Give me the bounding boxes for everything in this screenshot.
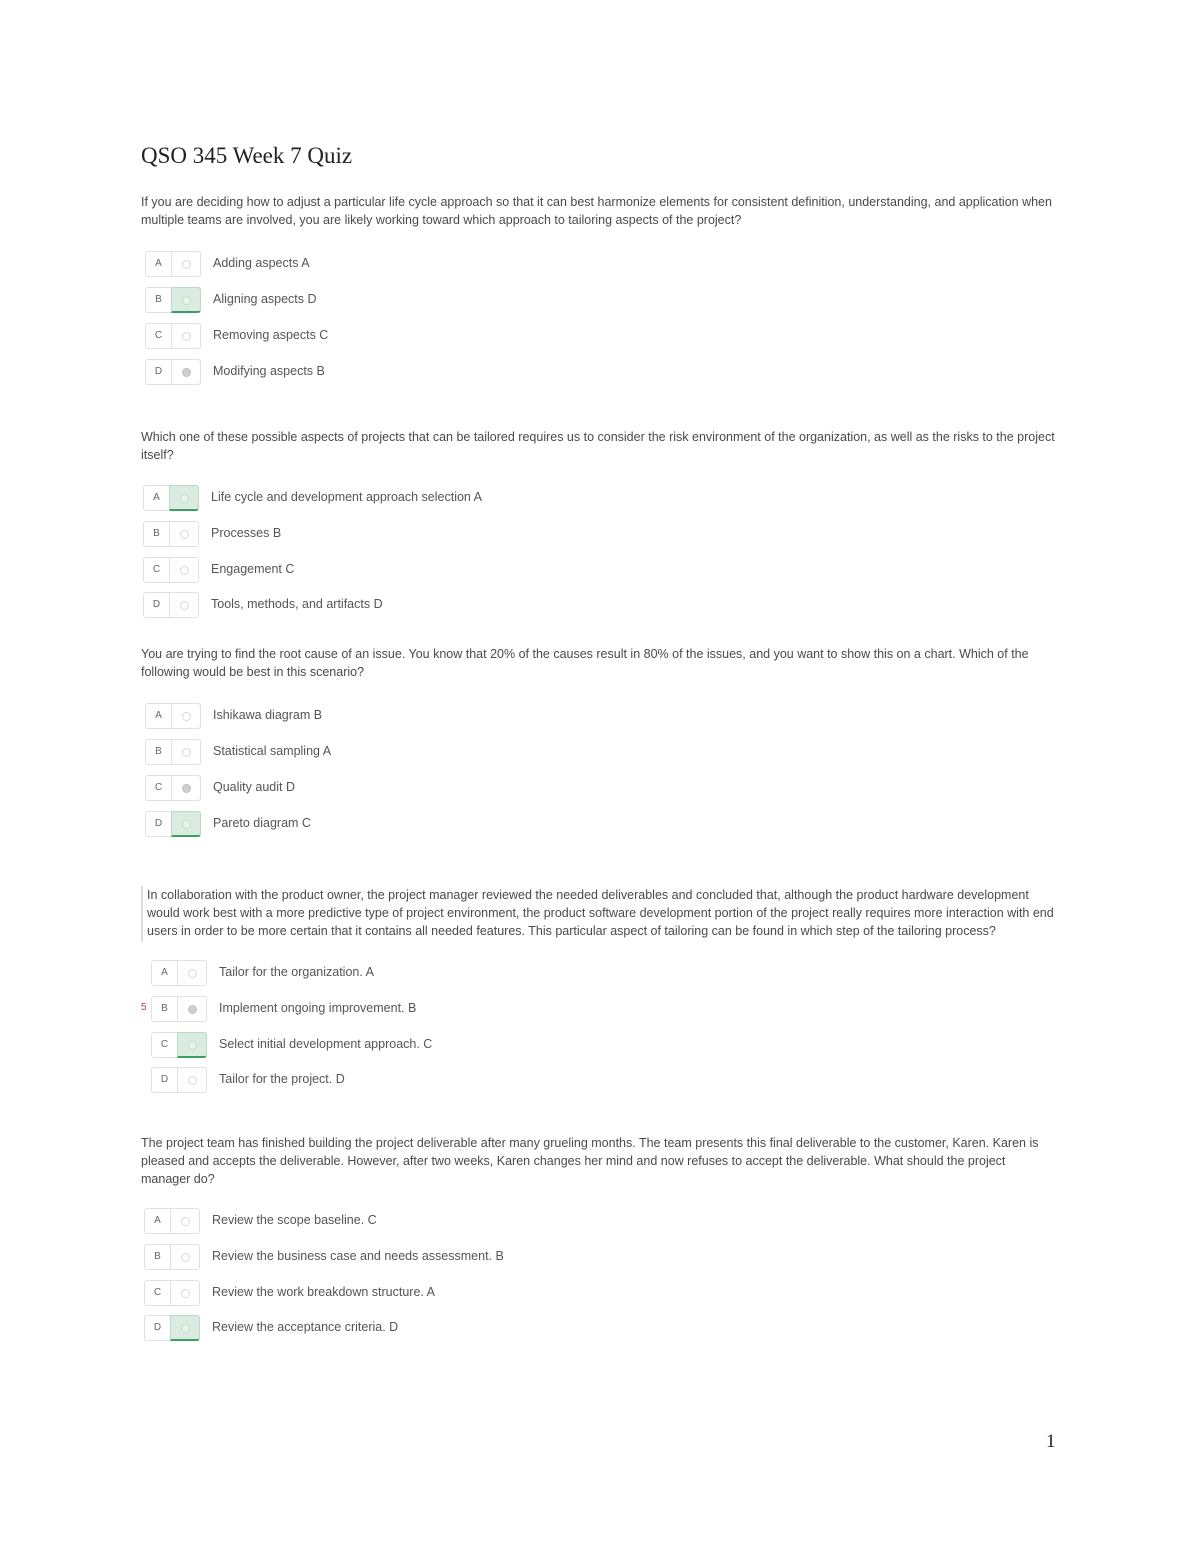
radio-icon (181, 1253, 190, 1262)
radio-selected-icon (188, 1005, 197, 1014)
option-letter: B (145, 739, 171, 765)
option-label: Aligning aspects D (213, 292, 317, 306)
option-label: Modifying aspects B (213, 364, 325, 378)
question-3-text: You are trying to find the root cause of an issue. You know that 20% of the causes result in 80% of the issues, and you want to show this on a chart. Which of the following would be best in this scenario? (141, 647, 1029, 679)
option-letter: B (151, 996, 177, 1022)
radio-icon (182, 296, 191, 305)
question-5-text: The project team has finished building the project deliverable after many grueling months. The team presents this final deliverable to the customer, Karen. Karen is pleased and accepts the deliverable. However, after two weeks, Karen changes her mind and now refuses to accept the deliverable. What should the project manager do? (141, 1136, 1039, 1186)
option-radio[interactable] (171, 359, 201, 385)
radio-icon (188, 969, 197, 978)
option-letter: C (145, 775, 171, 801)
option-radio-correct[interactable] (177, 1032, 207, 1058)
option-radio[interactable] (171, 739, 201, 765)
question-4-text: In collaboration with the product owner, the project manager reviewed the needed deliverables and concluded that, although the product hardware development would work best with a more predictive type of project environment, the product software development portion of the project really requires more interaction with end users in order to be more certain that it contains all needed features. This particular aspect of tailoring can be found in which step of the tailoring process? (147, 888, 1054, 938)
page-number: 1 (1046, 1431, 1056, 1452)
option-letter: D (145, 811, 171, 837)
option-radio[interactable] (177, 996, 207, 1022)
option-label: Life cycle and development approach selection A (211, 490, 483, 504)
radio-icon (182, 712, 191, 721)
option-radio[interactable] (169, 557, 199, 583)
option-letter: C (143, 557, 169, 583)
option-letter: A (151, 960, 177, 986)
option-label: Review the acceptance criteria. D (212, 1320, 399, 1334)
option-label: Adding aspects A (213, 256, 310, 270)
option-letter: B (143, 521, 169, 547)
option-radio[interactable] (169, 592, 199, 618)
option-label: Tools, methods, and artifacts D (211, 597, 383, 611)
option-label: Review the scope baseline. C (212, 1213, 377, 1227)
option-label: Implement ongoing improvement. B (219, 1001, 417, 1015)
option-letter: C (145, 323, 171, 349)
option-radio[interactable] (170, 1208, 200, 1234)
option-radio[interactable] (170, 1280, 200, 1306)
option-radio[interactable] (171, 323, 201, 349)
option-radio[interactable] (177, 1067, 207, 1093)
option-label: Processes B (211, 526, 282, 540)
radio-icon (180, 566, 189, 575)
option-letter: D (144, 1315, 170, 1341)
option-label: Engagement C (211, 562, 295, 576)
question-4-marker: 5 (141, 1002, 147, 1013)
option-label: Statistical sampling A (213, 744, 332, 758)
option-label: Removing aspects C (213, 328, 329, 342)
option-letter: A (145, 251, 171, 277)
option-letter: B (145, 287, 171, 313)
option-radio-correct[interactable] (170, 1315, 200, 1341)
option-radio[interactable] (171, 251, 201, 277)
option-letter: A (144, 1208, 170, 1234)
option-label: Pareto diagram C (213, 816, 311, 830)
question-1-text: If you are deciding how to adjust a particular life cycle approach so that it can best harmonize elements for consistent definition, understanding, and application when multiple teams are involved, you are likely working toward which approach to tailoring aspects of the project? (141, 195, 1052, 227)
option-radio[interactable] (170, 1244, 200, 1270)
radio-icon (181, 1289, 190, 1298)
radio-selected-icon (181, 1324, 190, 1333)
question-2-text: Which one of these possible aspects of projects that can be tailored requires us to consider the risk environment of the organization, as well as the risks to the project itself? (141, 430, 1055, 462)
page-title: QSO 345 Week 7 Quiz (141, 143, 353, 168)
option-label: Quality audit D (213, 780, 295, 794)
option-radio-correct[interactable] (169, 485, 199, 511)
option-letter: D (145, 359, 171, 385)
option-letter: D (151, 1067, 177, 1093)
radio-icon (180, 530, 189, 539)
question-4-left-border (141, 886, 143, 942)
radio-icon (182, 332, 191, 341)
radio-selected-icon (180, 494, 189, 503)
radio-icon (188, 1041, 197, 1050)
option-label: Tailor for the project. D (219, 1072, 345, 1086)
option-label: Ishikawa diagram B (213, 708, 323, 722)
radio-icon (188, 1076, 197, 1085)
option-label: Review the business case and needs assessment. B (212, 1249, 504, 1263)
option-radio[interactable] (177, 960, 207, 986)
option-radio[interactable] (171, 775, 201, 801)
option-letter: A (145, 703, 171, 729)
option-letter: A (143, 485, 169, 511)
option-radio[interactable] (169, 521, 199, 547)
option-letter: C (144, 1280, 170, 1306)
radio-selected-icon (182, 368, 191, 377)
option-radio-correct[interactable] (171, 287, 201, 313)
radio-selected-icon (182, 784, 191, 793)
radio-icon (181, 1217, 190, 1226)
radio-icon (182, 820, 191, 829)
option-label: Select initial development approach. C (219, 1037, 433, 1051)
option-letter: D (143, 592, 169, 618)
option-label: Review the work breakdown structure. A (212, 1285, 436, 1299)
radio-icon (182, 748, 191, 757)
option-letter: C (151, 1032, 177, 1058)
radio-icon (182, 260, 191, 269)
radio-icon (180, 601, 189, 610)
option-letter: B (144, 1244, 170, 1270)
option-radio-correct[interactable] (171, 811, 201, 837)
option-label: Tailor for the organization. A (219, 965, 374, 979)
option-radio[interactable] (171, 703, 201, 729)
